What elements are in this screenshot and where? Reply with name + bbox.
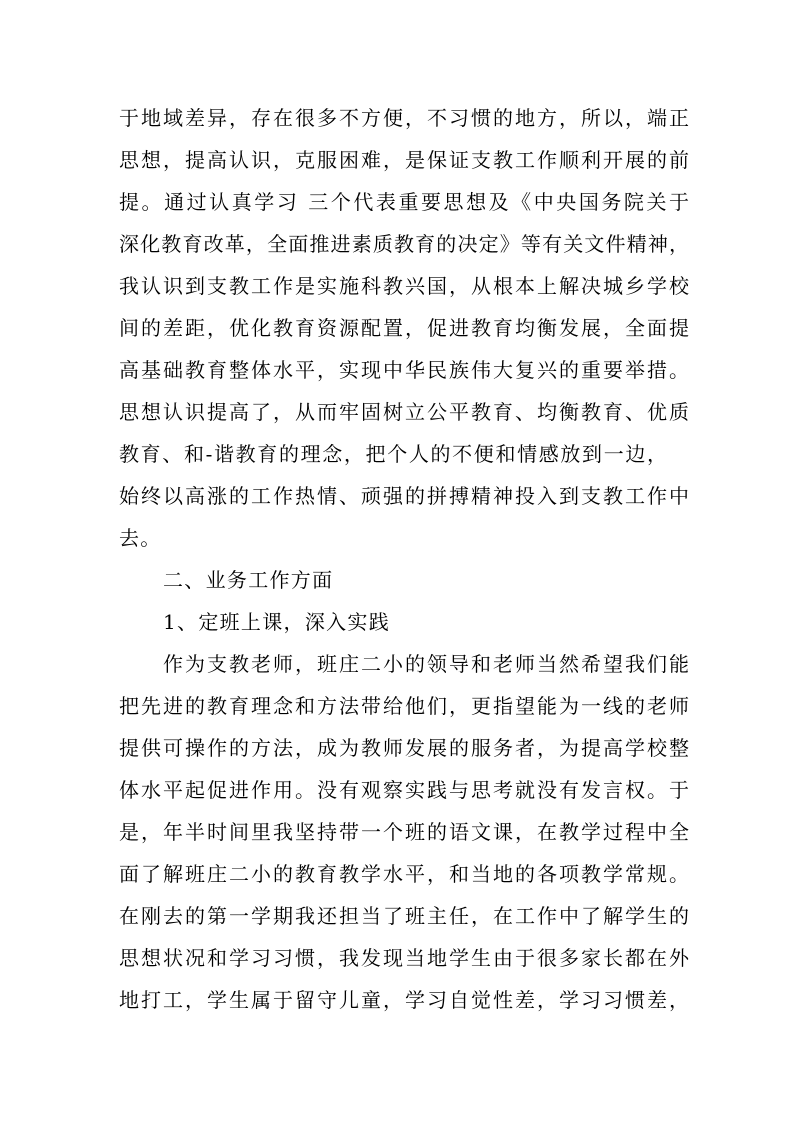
text-line: 始终以高涨的工作热情、顽强的拼搏精神投入到支教工作中 [119,484,689,508]
subsection-heading: 1、定班上课，深入实践 [163,610,391,634]
section-heading: 二、业务工作方面 [163,568,334,592]
text-line: 提供可操作的方法，成为教师发展的服务者，为提高学校整 [119,736,689,760]
text-line: 体水平起促进作用。没有观察实践与思考就没有发言权。于 [119,778,689,802]
text-line: 是，年半时间里我坚持带一个班的语文课，在教学过程中全 [119,820,689,844]
text-line: 于地域差异，存在很多不方便，不习惯的地方，所以，端正 [119,106,689,130]
text-line: 面了解班庄二小的教育教学水平，和当地的各项教学常规。 [119,862,689,886]
text-line: 思想状况和学习习惯，我发现当地学生由于很多家长都在外 [119,946,689,970]
text-line: 我认识到支教工作是实施科教兴国，从根本上解决城乡学校 [119,274,689,298]
text-line: 思想认识提高了，从而牢固树立公平教育、均衡教育、优质 [119,400,689,424]
text-line: 高基础教育整体水平，实现中华民族伟大复兴的重要举措。 [119,358,689,382]
text-line: 地打工，学生属于留守儿童，学习自觉性差，学习习惯差， [119,988,689,1012]
text-line: 把先进的教育理念和方法带给他们，更指望能为一线的老师 [119,694,689,718]
text-line: 思想，提高认识，克服困难，是保证支教工作顺利开展的前 [119,148,689,172]
text-line: 在刚去的第一学期我还担当了班主任，在工作中了解学生的 [119,904,689,928]
text-line: 作为支教老师，班庄二小的领导和老师当然希望我们能 [163,652,689,676]
text-line: 教育、和-谐教育的理念，把个人的不便和情感放到一边， [119,442,667,466]
text-line: 去。 [119,526,162,550]
text-line: 深化教育改革，全面推进素质教育的决定》等有关文件精神， [119,232,689,256]
text-line: 间的差距，优化教育资源配置，促进教育均衡发展，全面提 [119,316,689,340]
text-line: 提。通过认真学习 三个代表重要思想及《中央国务院关于 [119,190,689,214]
